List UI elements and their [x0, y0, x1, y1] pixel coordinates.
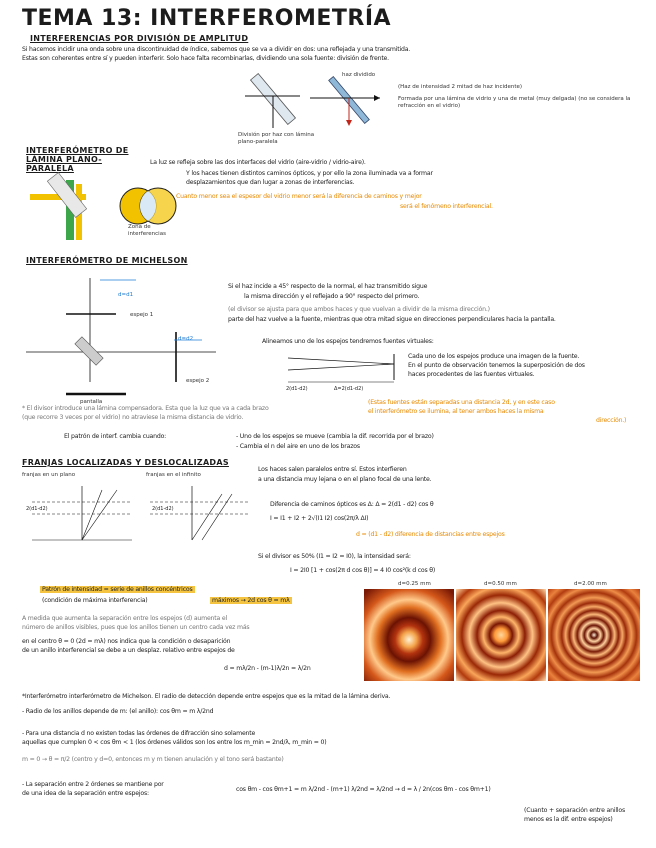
espejo-2-label: espejo 2: [186, 378, 210, 384]
svg-text:2(d1-d2): 2(d1-d2): [286, 386, 308, 392]
svg-text:2(d1-d2): 2(d1-d2): [152, 506, 174, 512]
s6-star-line: *Interferómetro interferómetro de Michelson. El radio de detección depende entre espejos que es la mitad de la lámina deriva.: [22, 693, 391, 700]
mirror-label: Alineamos uno de los espejos tendremos fuentes virtuales:: [262, 338, 434, 345]
s5-maximos: [210, 596, 292, 605]
franjas-infinito-label: franjas en el infinito: [146, 472, 201, 478]
s6-line-3: aquellas que cumplen 0 < cos θm < 1 (los órdenes válidos son los entre los m_min = 2nd/λ, m_min = 0): [22, 739, 327, 746]
s6-line-4: m = 0 → θ = π/2 (centro y d=0, entonces m y m tienen anulación y el tono será bastante): [22, 756, 284, 763]
s4-line-1: Los haces salen paralelos entre sí. Estos interfieren: [258, 466, 407, 473]
s3-grey-1: * El divisor introduce una lámina compensadora. Esta que la luz que va a cada brazo: [22, 405, 269, 412]
d2-label: d=d2: [178, 336, 194, 342]
page-title: TEMA 13: INTERFEROMETRÍA: [22, 6, 392, 31]
s3-change-2: - Cambia el n del aire en uno de los brazos: [236, 443, 360, 450]
s6-line-6: de una idea de la separación entre espejos:: [22, 790, 149, 797]
s3-line-1: Si el haz incide a 45° respecto de la normal, el haz transmitido sigue: [228, 283, 428, 290]
s6-line-5: - La separación entre 2 órdenes se mantiene por: [22, 781, 164, 788]
s5-highlight-2: (condición de máxima interferencia): [42, 597, 148, 604]
s5-line-3: en el centro θ = 0 (2d = mλ) nos indica que la condición o desaparición: [22, 638, 231, 645]
s5-highlight-text: Patrón de intensidad = serie de anillos concéntricos: [42, 586, 193, 593]
s3-orange-2: el interferómetro se ilumina, al tener ambos haces la misma: [368, 408, 544, 415]
s2-line-5: será el fenómeno interferencial.: [400, 203, 493, 210]
beam-splitter-diagram-left: [240, 68, 310, 132]
s3-line-4: parte del haz vuelve a la fuente, mientras que otra mitad sigue en direcciones perpendiculares hacia la pantalla.: [228, 316, 556, 323]
s3-change-1: - Uno de los espejos se mueve (cambia la dif. recorrida por el brazo): [236, 433, 434, 440]
s1-line-1: Si hacemos incidir una onda sobre una discontinuidad de índice, sabemos que se va a dividir en dos: una reflejada y una transmitida.: [22, 46, 411, 53]
franjas-plano-label: franjas en un plano: [22, 472, 76, 478]
pantalla-label: pantalla: [80, 399, 103, 405]
s5-line-1: A medida que aumenta la separación entre los espejos (d) aumenta el: [22, 615, 227, 622]
s6-note: (Cuanto + separación entre anillos menos es la dif. entre espejos): [524, 807, 625, 823]
s3-change-line: El patrón de interf. cambia cuando:: [64, 433, 167, 440]
s2-line-3: desplazamientos que dan lugar a zonas de interferencias.: [186, 179, 355, 186]
s3-grey-2: (que recorre 3 veces por el vidrio) no atraviese la misma distancia de vidrio.: [22, 414, 244, 421]
franjas-diagrams: [22, 480, 252, 560]
interference-rings-images: [364, 589, 640, 681]
s3-right-3: haces procedentes de las fuentes virtuales.: [408, 371, 535, 378]
s4-line-4: I = 2I0 [1 + cos(2π d cos θ)] = 4 I0 cos²(k d cos θ): [290, 567, 436, 574]
section-heading-franjas: FRANJAS LOCALIZADAS Y DESLOCALIZADAS: [22, 458, 229, 467]
section-heading-lamina: INTERFERÓMETRO DE LÁMINA PLANO-PARALELA: [26, 146, 129, 173]
s6-formula: cos θm - cos θm+1 = m λ/2nd - (m+1) λ/2nd = λ/2nd → d = λ / 2n(cos θm - cos θm+1): [236, 786, 491, 793]
s2-line-1: La luz se refleja sobre las dos interfaces del vidrio (aire-vidrio / vidrio-aire).: [150, 159, 366, 166]
section-heading-division-amplitud: INTERFERENCIAS POR DIVISIÓN DE AMPLITUD: [30, 34, 249, 43]
haz-dividido-label: haz dividido: [342, 72, 376, 78]
d1-label: d=d1: [118, 292, 134, 298]
s4-line-3: Si el divisor es 50% (I1 = I2 = I0), la intensidad será:: [258, 553, 411, 560]
svg-text:2(d1-d2): 2(d1-d2): [26, 506, 48, 512]
ring-label-2: d=0.50 mm: [484, 581, 517, 587]
s3-line-2: la misma dirección y el reflejado a 90° respecto del primero.: [244, 293, 420, 300]
s5-maximos-text: máximos → 2d cos θ = mλ: [212, 597, 290, 604]
s1-line-2: Estas son coherentes entre sí y pueden interferir. Solo hace falta recombinarlas, dividiendo una sola fuente: división de frente.: [22, 55, 389, 62]
s5-line-4: de un anillo interferencial se debe a un desplaz. relativo entre espejos de: [22, 647, 235, 654]
svg-text:Δ=2(d1-d2): Δ=2(d1-d2): [334, 386, 364, 392]
section-heading-michelson: INTERFERÓMETRO DE MICHELSON: [26, 256, 188, 265]
s2-line-4: Cuanto menor sea el espesor del vidrio menor será la diferencia de caminos y mejor: [176, 193, 422, 200]
s6-line-1: - Radio de los anillos depende de m: (el anillo): cos θm = m λ/2nd: [22, 708, 214, 715]
s6-line-2: - Para una distancia d no existen todas las órdenes de difracción sino solamente: [22, 730, 256, 737]
espejo-1-label: espejo 1: [130, 312, 154, 318]
s3-right-2: En el punto de observación tenemos la superposición de dos: [408, 362, 585, 369]
s5-formula: d = mλ/2n - (m-1)λ/2n = λ/2n: [224, 665, 311, 672]
s3-line-3: (el divisor se ajusta para que ambos haces y que vuelvan a dividir de la misma dirección.): [228, 306, 490, 313]
s5-highlight: [40, 585, 195, 594]
s1-note-2: Formada por una lámina de vidrio y una de metal (muy delgada) (no se considera la refracción en el vidrio): [398, 96, 631, 109]
s1-note-1: (Haz de intensidad 2 mitad de haz incidente): [398, 84, 523, 90]
virtual-sources-diagram: [284, 352, 404, 392]
beam-splitter-diagram-right: [310, 72, 390, 128]
s3-orange-3: dirección.): [596, 417, 627, 424]
s2-line-2: Y los haces tienen distintos caminos ópticos, y por ello la zona iluminada va a formar: [186, 170, 433, 177]
s4-formula-1: Diferencia de caminos ópticos es Δ: Δ = 2(d1 - d2) cos θ: [270, 501, 434, 508]
s4-formula-2: I = I1 + I2 + 2√(I1 I2) cos(2π/λ ΔI): [270, 515, 369, 522]
zona-interferencias-label: Zona de interferencias: [128, 224, 166, 237]
ring-label-3: d=2.00 mm: [574, 581, 607, 587]
s4-line-2: a una distancia muy lejana o en el plano focal de una lente.: [258, 476, 432, 483]
lamina-caption: División por haz con lámina plano-paralela: [238, 132, 315, 145]
s5-line-2: número de anillos visibles, pues que los anillos tienen un centro cada vez más: [22, 624, 250, 631]
s3-right-1: Cada uno de los espejos produce una imagen de la fuente.: [408, 353, 580, 360]
s3-orange-1: (Estas fuentes están separadas una distancia 2d, y en este caso: [368, 399, 555, 406]
ring-label-1: d=0.25 mm: [398, 581, 431, 587]
s4-orange: d = (d1 - d2) diferencia de distancias entre espejos: [356, 531, 505, 538]
